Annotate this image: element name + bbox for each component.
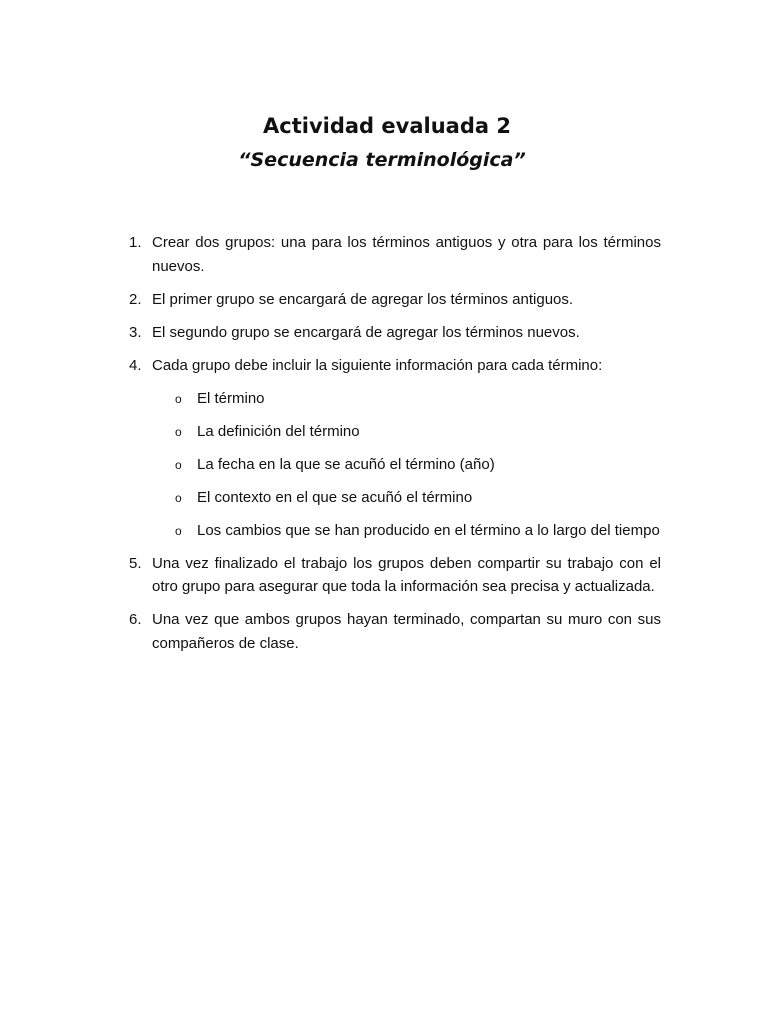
step-item-2 [124,288,661,312]
step-item-6 [124,608,661,655]
info-item-text: El contexto en el que se acuñó el término [197,488,473,506]
step-text: Cada grupo debe incluir la siguiente información para cada término: [152,356,603,374]
step-item-4 [124,354,661,543]
document-title: Actividad evaluada 2 [263,114,511,138]
info-item [152,420,661,444]
step-text: El primer grupo se encargará de agregar los términos antiguos. [152,290,574,308]
step-text: El segundo grupo se encargará de agregar los términos nuevos. [152,323,580,341]
info-item [152,453,661,477]
step-text: Crear dos grupos: una para los términos antiguos y otra para los términos nuevos. [152,234,661,275]
info-item [152,486,661,510]
step-number: 3. [129,323,142,341]
info-item [152,387,661,411]
bullet-circle-icon: o [175,523,182,538]
info-items-list [152,387,661,543]
step-item-1 [124,231,661,278]
bullet-circle-icon: o [175,424,182,439]
step-item-5 [124,552,661,599]
bullet-circle-icon: o [175,457,182,472]
step-number: 5. [129,554,142,572]
document-subtitle: “Secuencia terminológica” [238,149,526,171]
step-number: 4. [129,356,142,374]
step-text: Una vez que ambos grupos hayan terminado, compartan su muro con sus compañeros de clase. [152,611,661,652]
info-item [152,519,661,543]
step-number: 2. [129,290,142,308]
bullet-circle-icon: o [175,391,182,406]
info-item-text: La definición del término [197,422,360,440]
steps-list [124,231,661,665]
info-item-text: El término [197,389,265,407]
info-item-text: Los cambios que se han producido en el término a lo largo del tiempo [197,521,660,539]
step-item-3 [124,321,661,345]
info-item-text: La fecha en la que se acuñó el término (año) [197,455,495,473]
bullet-circle-icon: o [175,490,182,505]
step-number: 6. [129,611,142,628]
step-text: Una vez finalizado el trabajo los grupos deben compartir su trabajo con el otro grupo para asegurar que toda la información sea precisa y actualizada. [152,554,661,595]
step-number: 1. [129,234,142,251]
